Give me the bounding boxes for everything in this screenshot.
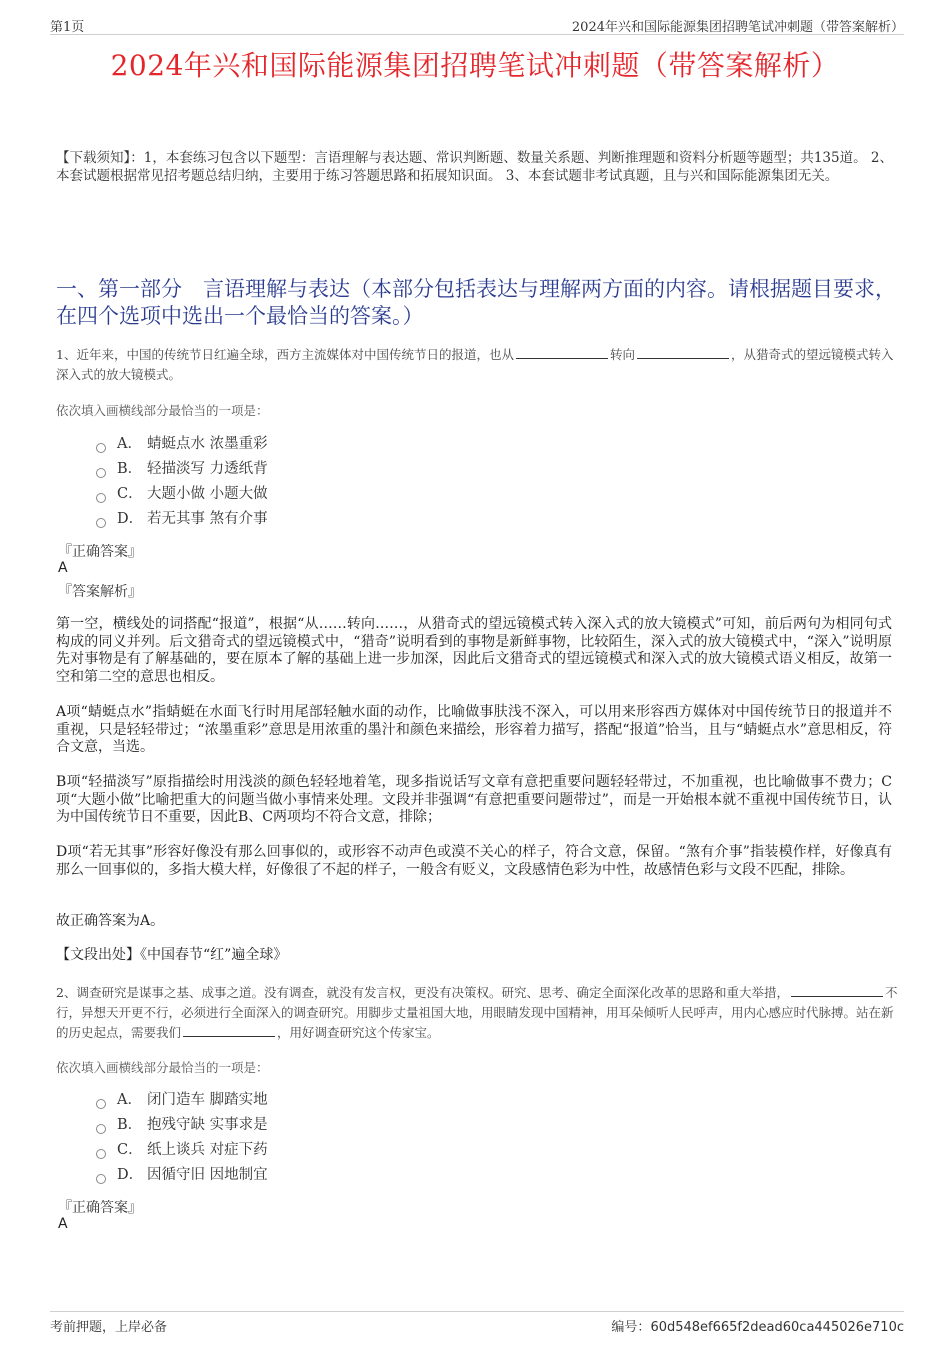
option-c[interactable]: C． 大题小做 小题大做 — [96, 482, 268, 507]
answer-value: A — [58, 560, 68, 576]
radio-icon[interactable] — [96, 1124, 106, 1134]
footer-slogan: 考前押题，上岸必备 — [50, 1320, 168, 1335]
section-heading: 一、第一部分 言语理解与表达（本部分包括表达与理解两方面的内容。请根据题目要求，在四个选项中选出一个最恰当的答案。） — [56, 277, 896, 328]
blank-2 — [637, 346, 729, 359]
question-1-prompt: 依次填入画横线部分最恰当的一项是： — [56, 403, 269, 418]
blank-1 — [791, 984, 883, 997]
analysis-label: 『答案解析』 — [58, 584, 142, 600]
analysis-paragraph: B项“轻描淡写”原指描绘时用浅淡的颜色轻轻地着笔，现多指说话写文章有意把重要问题轻轻带过，不加重视，也比喻做事不费力；C项“大题小做”比喻把重大的问题当做小事情来处理。文段并非强调“有意把重要问题带过”，而是一开始根本就不重视中国传统节日，认为中国传统节日不重要，因此B、C两项均不符合文意，排除； — [56, 774, 892, 826]
question-2-text: 2、调查研究是谋事之基、成事之道。没有调查，就没有发言权，更没有决策权。研究、思考、确定全面深化改革的思路和重大举措， 不行，异想天开更不行，必须进行全面深入的调查研究。用脚步丈量祖国大地，用眼睛发现中国精神，用耳朵倾听人民呼声，用内心感应时代脉搏。站在新的历史起点，需要我们 ，用好调查研究这个传家宝。 — [56, 985, 898, 1040]
radio-icon[interactable] — [96, 518, 106, 528]
answer-value: A — [58, 1216, 68, 1232]
option-d[interactable]: D． 若无其事 煞有介事 — [96, 507, 268, 532]
answer-label: 『正确答案』 — [58, 544, 142, 560]
page-footer — [50, 1311, 904, 1335]
page-number: 第1页 — [50, 20, 85, 35]
option-b[interactable]: B． 轻描淡写 力透纸背 — [96, 457, 268, 482]
blank-2 — [183, 1024, 275, 1037]
radio-icon[interactable] — [96, 443, 106, 453]
question-1-options — [96, 432, 268, 532]
radio-icon[interactable] — [96, 1099, 106, 1109]
download-notice: 【下载须知】：1，本套练习包含以下题型：言语理解与表达题、常识判断题、数量关系题、判断推理题和资料分析题等题型；共135道。 2、本套试题根据常见招考题总结归纳，主要用于练习答题思路和拓展知识面。 3、本套试题非考试真题，且与兴和国际能源集团无关。 — [56, 150, 893, 184]
answer-label: 『正确答案』 — [58, 1200, 142, 1216]
option-c[interactable]: C． 纸上谈兵 对症下药 — [96, 1138, 268, 1163]
page-title: 2024年兴和国际能源集团招聘笔试冲刺题（带答案解析） — [110, 49, 840, 82]
question-2-prompt: 依次填入画横线部分最恰当的一项是： — [56, 1060, 269, 1075]
document-code: 编号：60d548ef665f2dead60ca445026e710c — [611, 1320, 904, 1335]
radio-icon[interactable] — [96, 468, 106, 478]
analysis-paragraph: D项“若无其事”形容好像没有那么回事似的，或形容不动声色或漠不关心的样子，符合文意，保留。“煞有介事”指装模作样，好像真有那么一回事似的，多指大模大样，好像很了不起的样子，一般含有贬义，文段感情色彩为中性，故感情色彩与文段不匹配，排除。 — [56, 844, 892, 878]
header-doc-title: 2024年兴和国际能源集团招聘笔试冲刺题（带答案解析） — [571, 20, 904, 35]
blank-1 — [516, 346, 608, 359]
option-a[interactable]: A． 闭门造车 脚踏实地 — [96, 1088, 268, 1113]
radio-icon[interactable] — [96, 1149, 106, 1159]
question-2-options — [96, 1088, 268, 1188]
analysis-conclusion: 故正确答案为A。 — [56, 913, 165, 929]
passage-source: 【文段出处】《中国春节“红”遍全球》 — [56, 947, 288, 963]
page-header — [50, 14, 904, 35]
radio-icon[interactable] — [96, 493, 106, 503]
option-a[interactable]: A． 蜻蜓点水 浓墨重彩 — [96, 432, 268, 457]
question-1-text: 1、近年来，中国的传统节日红遍全球，西方主流媒体对中国传统节日的报道，也从 转向 ，从猎奇式的望远镜模式转入深入式的放大镜模式。 — [56, 347, 894, 382]
analysis-paragraph: 第一空，横线处的词搭配“报道”，根据“从……转向……，从猎奇式的望远镜模式转入深入式的放大镜模式”可知，前后两句为相同句式构成的同义并列。后文猎奇式的望远镜模式中，“猎奇”说明看到的事物是新鲜事物，比较陌生，深入式的放大镜模式中，“深入”说明原先对事物是有了解基础的，要在原本了解的基础上进一步加深，因此后文猎奇式的望远镜模式和深入式的放大镜模式语义相反，故第一空和第二空的意思也相反。 — [56, 616, 892, 685]
analysis-paragraph: A项“蜻蜓点水”指蜻蜓在水面飞行时用尾部轻触水面的动作，比喻做事肤浅不深入，可以用来形容西方媒体对中国传统节日的报道并不重视，只是轻轻带过；“浓墨重彩”意思是用浓重的墨汁和颜色来描绘，形容着力描写，搭配“报道”恰当，且与“蜻蜓点水”意思相反，符合文意，当选。 — [56, 704, 892, 756]
radio-icon[interactable] — [96, 1174, 106, 1184]
option-b[interactable]: B． 抱残守缺 实事求是 — [96, 1113, 268, 1138]
option-d[interactable]: D． 因循守旧 因地制宜 — [96, 1163, 268, 1188]
